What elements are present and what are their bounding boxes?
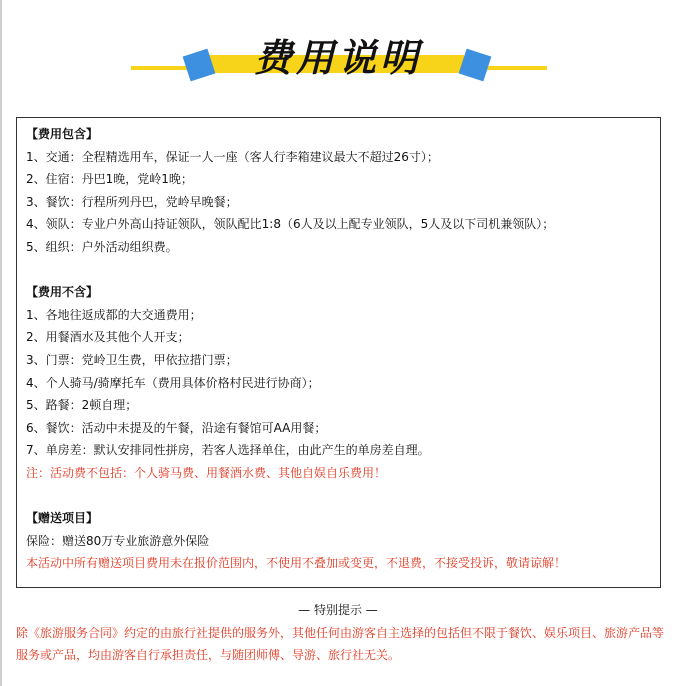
- excluded-item: 1、各地往返成都的大交通费用；: [26, 307, 202, 322]
- section-spacer: [26, 259, 660, 282]
- fee-details-box: [16, 117, 661, 588]
- gifts-insurance: 保险：赠送80万专业旅游意外保险: [26, 533, 210, 548]
- section-spacer: [26, 485, 660, 508]
- included-item: 1、交通：全程精选用车，保证一人一座（客人行李箱建议最大不超过26寸）；: [26, 149, 439, 164]
- gifts-heading: 【赠送项目】: [26, 511, 99, 526]
- excluded-item: 2、用餐酒水及其他个人开支；: [26, 330, 190, 345]
- excluded-item: 5、路餐：2顿自理；: [26, 398, 138, 413]
- special-notice-title: — 特别提示 —: [298, 603, 378, 617]
- excluded-note: 注：活动费不包括：个人骑马费、用餐酒水费、其他自娱自乐费用！: [26, 465, 387, 480]
- excluded-item: 4、个人骑马/骑摩托车（费用具体价格村民进行协商）；: [26, 375, 320, 390]
- excluded-item: 3、门票：党岭卫生费，甲依拉措门票；: [26, 352, 238, 367]
- gifts-note: 本活动中所有赠送项目费用未在报价范围内，不使用不叠加或变更，不退费，不接受投诉，敬请谅解！: [26, 556, 567, 571]
- included-item: 3、餐饮：行程所列丹巴，党岭早晚餐；: [26, 194, 238, 209]
- excluded-item: 7、单房差：默认安排同性拼房，若客人选择单住，由此产生的单房差自理。: [26, 443, 430, 458]
- included-item: 4、领队：专业户外高山持证领队，领队配比1:8（6人及以上配专业领队，5人及以下司机兼领队）；: [26, 217, 555, 232]
- excluded-item: 6、餐饮：活动中未提及的午餐，沿途有餐馆可AA用餐；: [26, 420, 327, 435]
- special-notice-text: 除《旅游服务合同》约定的由旅行社提供的服务外，其他任何由游客自主选择的包括但不限于餐饮、娱乐项目、旅游产品等服务或产品，均由游客自行承担责任，与随团师傅、导游、旅行社无关。: [16, 626, 665, 662]
- included-item: 2、住宿：丹巴1晚，党岭1晚；: [26, 172, 193, 187]
- excluded-heading: 【费用不含】: [26, 285, 99, 300]
- page-title: 费用说明: [253, 36, 422, 80]
- included-heading: 【费用包含】: [26, 127, 99, 141]
- included-item: 5、组织：户外活动组织费。: [26, 239, 178, 254]
- title-banner: [0, 0, 676, 110]
